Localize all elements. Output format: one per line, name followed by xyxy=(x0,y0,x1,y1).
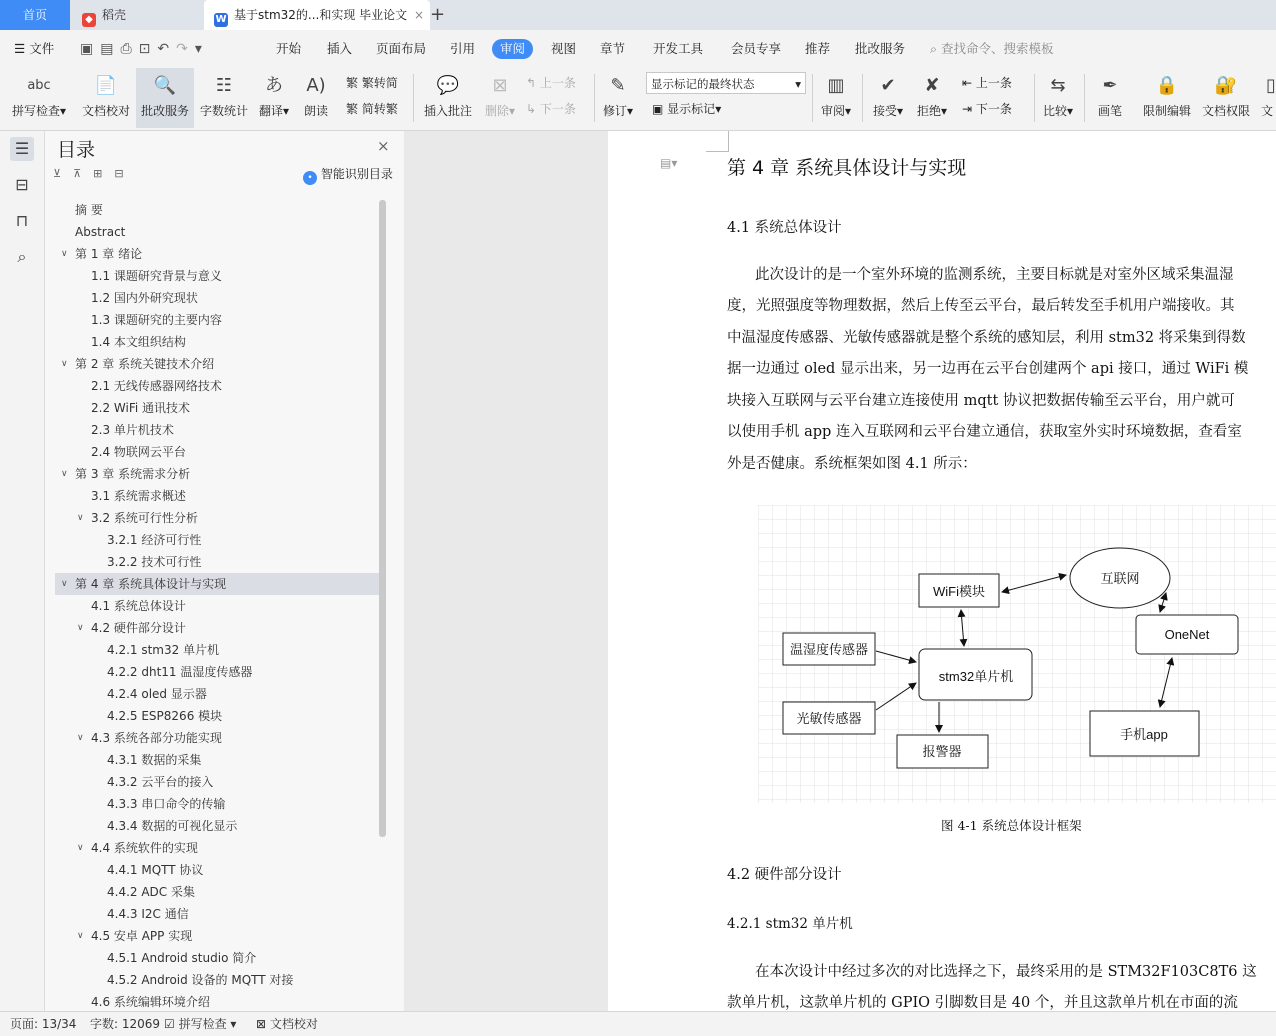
section-heading-4-2-1: 4.2.1 stm32 单片机 xyxy=(727,916,853,932)
menu-review[interactable]: 审阅 xyxy=(492,39,533,59)
file-menu-label: 文件 xyxy=(29,41,55,56)
next-comment-button[interactable] xyxy=(526,98,576,120)
accept-label: 接受 xyxy=(872,104,897,118)
toc-item[interactable] xyxy=(55,375,379,397)
chevron-down-icon[interactable]: ∨ xyxy=(77,931,84,941)
ribbon-toolbar xyxy=(0,68,1276,131)
trad-to-simp-button[interactable] xyxy=(346,72,398,94)
chapter-nav-icon[interactable]: ⊟ xyxy=(15,175,29,194)
ribbon-separator xyxy=(862,74,863,122)
docer-icon: ◆ xyxy=(82,13,96,27)
page-indicator[interactable]: 页面: 13/34 xyxy=(10,1017,77,1031)
toc-item[interactable] xyxy=(55,199,379,221)
section-heading-4-1: 4.1 系统总体设计 xyxy=(727,220,842,236)
ribbon-separator xyxy=(1084,74,1085,122)
toc-item-label: 4.3.4 数据的可视化显示 xyxy=(107,819,238,833)
menu-view[interactable]: 视图 xyxy=(551,41,577,56)
review-service-button[interactable] xyxy=(136,68,194,128)
toc-item[interactable] xyxy=(55,771,379,793)
spellcheck-status-label: 拼写检查 xyxy=(178,1017,227,1031)
paragraph-line: 在本次设计中经过多次的对比选择之下，最终采用的是 STM32F103C8T6 这 xyxy=(755,964,1257,980)
toc-item-label: Abstract xyxy=(75,225,126,239)
chevron-down-icon[interactable]: ∨ xyxy=(61,249,68,259)
compare-button[interactable]: ⇆ 比较▾ xyxy=(1042,75,1074,118)
next-change-label: 下一条 xyxy=(975,102,1012,116)
bookmark-icon[interactable]: ⊓ xyxy=(15,211,29,230)
toc-item-label: 4.5 安卓 APP 实现 xyxy=(91,929,193,943)
word-count-button[interactable] xyxy=(196,68,252,128)
track-changes-label: 修订 xyxy=(602,104,627,118)
navigation-strip xyxy=(0,131,45,1011)
menu-chapter[interactable]: 章节 xyxy=(600,41,626,56)
word-count-indicator[interactable]: 字数: 12069 xyxy=(90,1017,161,1031)
toc-item[interactable] xyxy=(55,991,379,1013)
toc-title: 目录 xyxy=(57,139,96,161)
next-change-icon: ⇥ xyxy=(962,102,973,116)
export-pdf-icon[interactable]: ▤ xyxy=(100,41,121,57)
chevron-down-icon[interactable]: ∨ xyxy=(61,579,68,589)
print-preview-icon[interactable]: ⊡ xyxy=(138,41,158,57)
toc-item-label: 3.1 系统需求概述 xyxy=(91,489,186,503)
menu-member[interactable]: 会员专享 xyxy=(731,41,782,56)
read-aloud-label: 朗读 xyxy=(303,104,328,118)
toc-item-label: 3.2.2 技术可行性 xyxy=(107,555,202,569)
toc-item-label: 第 1 章 绪论 xyxy=(75,247,143,261)
toc-item[interactable] xyxy=(55,749,379,771)
close-icon[interactable]: × xyxy=(377,137,390,155)
menu-review-service[interactable]: 批改服务 xyxy=(855,41,906,56)
toc-item-label: 4.2.2 dht11 温湿度传感器 xyxy=(107,665,253,679)
tab-docer-label: 稻壳 xyxy=(102,8,127,22)
paragraph-line: 块接入互联网与云平台建立连接使用 mqtt 协议把数据传输至云平台，用户就可 xyxy=(727,393,1235,409)
doc-proof-status-label: 文档校对 xyxy=(269,1017,318,1031)
expand-up-icon[interactable]: ⊼ xyxy=(73,167,94,180)
simp-convert-icon: 繁 xyxy=(346,102,359,116)
lock-document-icon: 🔒 xyxy=(1155,75,1179,96)
toc-item[interactable] xyxy=(55,705,379,727)
toc-item[interactable] xyxy=(55,903,379,925)
toc-item[interactable] xyxy=(55,507,379,529)
search-command[interactable] xyxy=(930,39,1054,59)
pen-icon: ✒ xyxy=(1102,75,1118,96)
read-aloud-button[interactable] xyxy=(298,68,334,128)
toc-item[interactable] xyxy=(55,925,379,947)
accept-button[interactable]: ✔ 接受▾ xyxy=(872,75,904,118)
toc-item-label: 1.4 本文组织结构 xyxy=(91,335,186,349)
toc-item-label: 1.3 课题研究的主要内容 xyxy=(91,313,222,327)
chevron-down-icon[interactable]: ∨ xyxy=(61,469,68,479)
toc-item[interactable] xyxy=(55,639,379,661)
prev-change-label: 上一条 xyxy=(975,76,1012,90)
toc-item-label: 4.4.3 I2C 通信 xyxy=(107,907,189,921)
doc-rights-label: 文档权限 xyxy=(1201,104,1250,118)
search-command-placeholder: 查找命令、搜索模板 xyxy=(941,41,1054,56)
paragraph-line: 此次设计的是一个室外环境的监测系统，主要目标就是对室外区域采集温湿 xyxy=(755,267,1234,283)
toc-panel xyxy=(45,131,404,1011)
page-corner-mark xyxy=(706,131,729,152)
smart-toc-label: 智能识别目录 xyxy=(320,167,393,181)
toc-item-label: 第 3 章 系统需求分析 xyxy=(75,467,191,481)
toc-item[interactable] xyxy=(55,397,379,419)
menu-page-layout[interactable]: 页面布局 xyxy=(376,41,427,56)
toc-item[interactable] xyxy=(55,617,379,639)
prev-comment-icon: ↰ xyxy=(526,76,537,90)
doc-proof-label: 文档校对 xyxy=(81,104,130,118)
toc-item[interactable] xyxy=(55,529,379,551)
redo-icon[interactable]: ↷ xyxy=(176,41,195,57)
toc-item-label: 3.2 系统可行性分析 xyxy=(91,511,198,525)
simp-to-trad-button[interactable] xyxy=(346,98,398,120)
spellcheck-label: 拼写检查 xyxy=(11,104,60,118)
doc-more-icon: ▯ xyxy=(1266,75,1276,96)
chevron-down-icon[interactable]: ∨ xyxy=(77,513,84,523)
restrict-edit-button[interactable] xyxy=(1138,68,1196,128)
track-changes-button[interactable]: ✎ 修订▾ xyxy=(602,75,634,118)
pen-label: 画笔 xyxy=(1097,104,1122,118)
toc-item-label: 4.2.1 stm32 单片机 xyxy=(107,643,220,657)
quick-access-toolbar[interactable] xyxy=(80,39,209,59)
prev-change-icon: ⇤ xyxy=(962,76,973,90)
toc-panel-icon[interactable]: ☰ xyxy=(10,137,34,161)
word-count-icon: ☷ xyxy=(215,75,233,96)
tab-docer[interactable] xyxy=(72,0,202,30)
next-comment-icon: ↳ xyxy=(526,102,537,116)
toc-item[interactable] xyxy=(55,969,379,991)
prev-comment-button[interactable] xyxy=(526,72,576,94)
translate-label: 翻译 xyxy=(258,104,283,118)
review-service-icon: 🔍 xyxy=(153,75,177,96)
pen-button[interactable] xyxy=(1090,68,1130,128)
writer-doc-icon: W xyxy=(215,14,227,25)
internet-label: 互联网 xyxy=(1100,571,1140,586)
doc-proof-button[interactable] xyxy=(78,68,134,128)
toc-item[interactable] xyxy=(55,331,379,353)
word-count-label: 字数统计 xyxy=(199,104,248,118)
chevron-down-icon[interactable]: ∨ xyxy=(61,359,68,369)
reject-label: 拒绝 xyxy=(916,104,941,118)
delete-comment-button[interactable]: ⊠ 删除▾ xyxy=(484,75,516,118)
toc-item[interactable] xyxy=(55,727,379,749)
review-service-label: 批改服务 xyxy=(140,104,189,118)
toc-item-label: 2.2 WiFi 通讯技术 xyxy=(91,401,191,415)
file-menu[interactable] xyxy=(14,39,54,59)
toc-item-label: 4.3.2 云平台的接入 xyxy=(107,775,214,789)
toc-item[interactable] xyxy=(55,793,379,815)
search-icon[interactable]: ⌕ xyxy=(17,247,27,266)
collapse-all-icon[interactable]: ⊟ xyxy=(114,167,136,180)
light-sensor-label: 光敏传感器 xyxy=(796,711,862,726)
toc-item-label: 4.5.1 Android studio 简介 xyxy=(107,951,257,965)
delete-comment-icon: ⊠ xyxy=(492,75,508,96)
onenet-label: OneNet xyxy=(1164,627,1210,642)
chevron-down-icon: ▾ xyxy=(795,77,801,91)
review-pane-button[interactable]: ▥ 审阅▾ xyxy=(820,75,852,118)
restrict-edit-label: 限制编辑 xyxy=(1142,104,1191,118)
collapse-down-icon[interactable]: ⊻ xyxy=(53,167,74,180)
markup-state-value: 显示标记的最终状态 xyxy=(651,77,755,91)
toc-item[interactable] xyxy=(55,221,379,243)
translate-icon: あ xyxy=(265,75,283,96)
reject-icon: ✘ xyxy=(924,75,940,96)
close-tab-icon[interactable]: × xyxy=(413,8,424,22)
section-heading-4-2: 4.2 硬件部分设计 xyxy=(727,867,842,883)
toc-item[interactable] xyxy=(55,661,379,683)
toc-item[interactable] xyxy=(55,485,379,507)
paragraph-line: 外是否健康。系统框架如图 4.1 所示： xyxy=(727,456,977,472)
toc-item-label: 4.3 系统各部分功能实现 xyxy=(91,731,222,745)
ribbon-separator xyxy=(594,74,595,122)
toc-item[interactable] xyxy=(55,551,379,573)
prev-change-button[interactable] xyxy=(962,72,1012,94)
paragraph-line: 度，光照强度等物理数据，然后上传至云平台，最后转发至手机用户端接收。其 xyxy=(727,298,1235,314)
chevron-down-icon[interactable]: ∨ xyxy=(77,623,84,633)
prev-comment-label: 上一条 xyxy=(539,76,576,90)
insert-comment-icon: 💬 xyxy=(436,75,460,96)
chapter-heading: 第 4 章 系统具体设计与实现 xyxy=(727,157,967,179)
chevron-down-icon[interactable]: ∨ xyxy=(77,733,84,743)
tab-bar xyxy=(0,0,1276,30)
simp-convert-label: 简转繁 xyxy=(361,102,398,116)
toc-item[interactable] xyxy=(55,419,379,441)
menu-references[interactable]: 引用 xyxy=(450,41,476,56)
toc-item[interactable] xyxy=(55,859,379,881)
save-icon[interactable]: ▣ xyxy=(80,41,101,57)
toc-item-label: 4.2.4 oled 显示器 xyxy=(107,687,207,701)
toc-item-label: 2.1 无线传感器网络技术 xyxy=(91,379,222,393)
ribbon-separator xyxy=(812,74,813,122)
toc-scrollbar[interactable] xyxy=(379,200,386,837)
toc-level-controls[interactable] xyxy=(53,167,136,180)
toc-item[interactable] xyxy=(55,353,379,375)
menu-insert[interactable]: 插入 xyxy=(327,41,353,56)
toc-item-label: 1.1 课题研究背景与意义 xyxy=(91,269,222,283)
spellcheck-button[interactable]: abc 拼写检查▾ xyxy=(6,68,72,128)
ribbon-separator xyxy=(413,74,414,122)
chevron-down-icon[interactable]: ∨ xyxy=(77,843,84,853)
temp-humidity-sensor-label: 温湿度传感器 xyxy=(789,642,869,657)
spellcheck-icon: abc xyxy=(27,78,51,93)
toc-item-label: 4.4.2 ADC 采集 xyxy=(107,885,195,899)
toc-item[interactable] xyxy=(55,573,379,595)
next-change-button[interactable] xyxy=(962,98,1012,120)
toc-item-label: 摘 要 xyxy=(75,203,103,217)
read-aloud-icon: A) xyxy=(306,75,326,96)
paragraph-line: 据一边通过 oled 显示出来，另一边再在云平台创建两个 api 接口，通过 WiFi 模 xyxy=(727,361,1249,377)
toc-item[interactable] xyxy=(55,881,379,903)
expand-all-icon[interactable]: ⊞ xyxy=(93,167,115,180)
toc-item-label: 4.4 系统软件的实现 xyxy=(91,841,198,855)
translate-button[interactable]: あ 翻译▾ xyxy=(258,75,290,118)
tab-document-label: 基于stm32的...和实现 毕业论文 xyxy=(234,8,408,22)
add-tab-button[interactable]: + xyxy=(430,4,446,25)
doc-more-label: 文 xyxy=(1260,104,1273,118)
spellcheck-status[interactable]: ☑ 拼写检查 ▾ xyxy=(164,1017,237,1031)
toc-item-label: 1.2 国内外研究现状 xyxy=(91,291,198,305)
doc-proof-icon: 📄 xyxy=(94,75,118,96)
show-markup-label: 显示标记 xyxy=(667,102,716,116)
tab-document[interactable] xyxy=(204,0,430,30)
menu-recommend[interactable]: 推荐 xyxy=(805,41,831,56)
toc-item-label: 4.6 系统编辑环境介绍 xyxy=(91,995,210,1009)
toc-item-label: 第 2 章 系统关键技术介绍 xyxy=(75,357,215,371)
dropdown-icon[interactable]: ▾ xyxy=(194,41,209,57)
reject-button[interactable]: ✘ 拒绝▾ xyxy=(916,75,948,118)
system-architecture-figure xyxy=(758,505,1276,803)
stm32-label: stm32单片机 xyxy=(938,669,1014,684)
track-changes-icon: ✎ xyxy=(610,75,626,96)
toc-item[interactable] xyxy=(55,815,379,837)
print-icon[interactable]: ⎙ xyxy=(120,41,139,57)
delete-label: 删除 xyxy=(484,104,509,118)
paragraph-line: 中温湿度传感器、光敏传感器就是整个系统的感知层，利用 stm32 将采集到得数 xyxy=(727,330,1246,346)
undo-icon[interactable]: ↶ xyxy=(157,41,177,57)
toc-item[interactable] xyxy=(55,837,379,859)
compare-icon: ⇆ xyxy=(1050,75,1066,96)
doc-proof-status[interactable] xyxy=(256,1012,318,1036)
toc-item[interactable] xyxy=(55,463,379,485)
search-icon: ⌕ xyxy=(930,41,938,56)
toc-item-label: 2.4 物联网云平台 xyxy=(91,445,186,459)
trad-convert-label: 繁转简 xyxy=(361,76,398,90)
toc-item[interactable] xyxy=(55,243,379,265)
toc-item-label: 4.2.5 ESP8266 模块 xyxy=(107,709,223,723)
accept-icon: ✔ xyxy=(880,75,896,96)
markup-state-select[interactable] xyxy=(646,72,806,94)
insert-comment-label: 插入批注 xyxy=(423,104,472,118)
toc-item-label: 第 4 章 系统具体设计与实现 xyxy=(75,577,227,591)
alarm-label: 报警器 xyxy=(922,744,962,759)
menu-start[interactable]: 开始 xyxy=(276,41,302,56)
toc-item[interactable] xyxy=(55,309,379,331)
show-markup-button[interactable]: ▣ 显示标记▾ xyxy=(652,102,722,116)
toc-item[interactable] xyxy=(55,265,379,287)
doc-rights-button[interactable] xyxy=(1198,68,1254,128)
insert-comment-button[interactable] xyxy=(420,68,476,128)
menu-bar xyxy=(0,30,1276,68)
paragraph-line: 款单片机，这款单片机的 GPIO 引脚数目是 40 个，并且这款单片机在市面的流 xyxy=(727,995,1238,1011)
toc-item-label: 2.3 单片机技术 xyxy=(91,423,174,437)
toc-item[interactable] xyxy=(55,595,379,617)
review-pane-icon: ▥ xyxy=(827,75,845,96)
toc-item-label: 4.4.1 MQTT 协议 xyxy=(107,863,204,877)
smart-toc-button[interactable] xyxy=(303,165,393,185)
proof-icon: ⊠ xyxy=(256,1017,267,1031)
trad-convert-icon: 繁 xyxy=(346,76,359,90)
wifi-module-label: WiFi模块 xyxy=(933,584,985,599)
review-pane-label: 审阅 xyxy=(820,104,845,118)
status-bar xyxy=(0,1011,1276,1036)
figure-caption: 图 4-1 系统总体设计框架 xyxy=(941,818,1082,833)
toc-item-label: 4.3.3 串口命令的传输 xyxy=(107,797,226,811)
tab-home[interactable]: 首页 xyxy=(0,0,70,30)
toc-item-label: 4.2 硬件部分设计 xyxy=(91,621,186,635)
hamburger-icon: ☰ xyxy=(14,41,26,56)
compare-label: 比较 xyxy=(1042,104,1067,118)
ribbon-separator xyxy=(1034,74,1035,122)
toc-item[interactable] xyxy=(55,947,379,969)
doc-more-button[interactable] xyxy=(1258,68,1276,128)
next-comment-label: 下一条 xyxy=(539,102,576,116)
doc-rights-icon: 🔐 xyxy=(1214,75,1238,96)
menu-developer[interactable]: 开发工具 xyxy=(653,41,704,56)
paragraph-menu-icon[interactable]: ▤▾ xyxy=(660,156,678,170)
smart-toc-icon: • xyxy=(303,171,317,185)
toc-item[interactable] xyxy=(55,441,379,463)
toc-item[interactable] xyxy=(55,683,379,705)
toc-item-label: 4.1 系统总体设计 xyxy=(91,599,186,613)
phone-app-label: 手机app xyxy=(1120,727,1168,742)
check-icon: ☑ xyxy=(164,1017,175,1031)
toc-item-label: 4.5.2 Android 设备的 MQTT 对接 xyxy=(107,973,294,987)
show-markup-icon: ▣ xyxy=(652,102,664,116)
toc-item-label: 4.3.1 数据的采集 xyxy=(107,753,202,767)
paragraph-line: 以使用手机 app 连入互联网和云平台建立通信，获取室外实时环境数据，查看室 xyxy=(727,424,1242,440)
toc-item[interactable] xyxy=(55,287,379,309)
toc-item-label: 3.2.1 经济可行性 xyxy=(107,533,202,547)
